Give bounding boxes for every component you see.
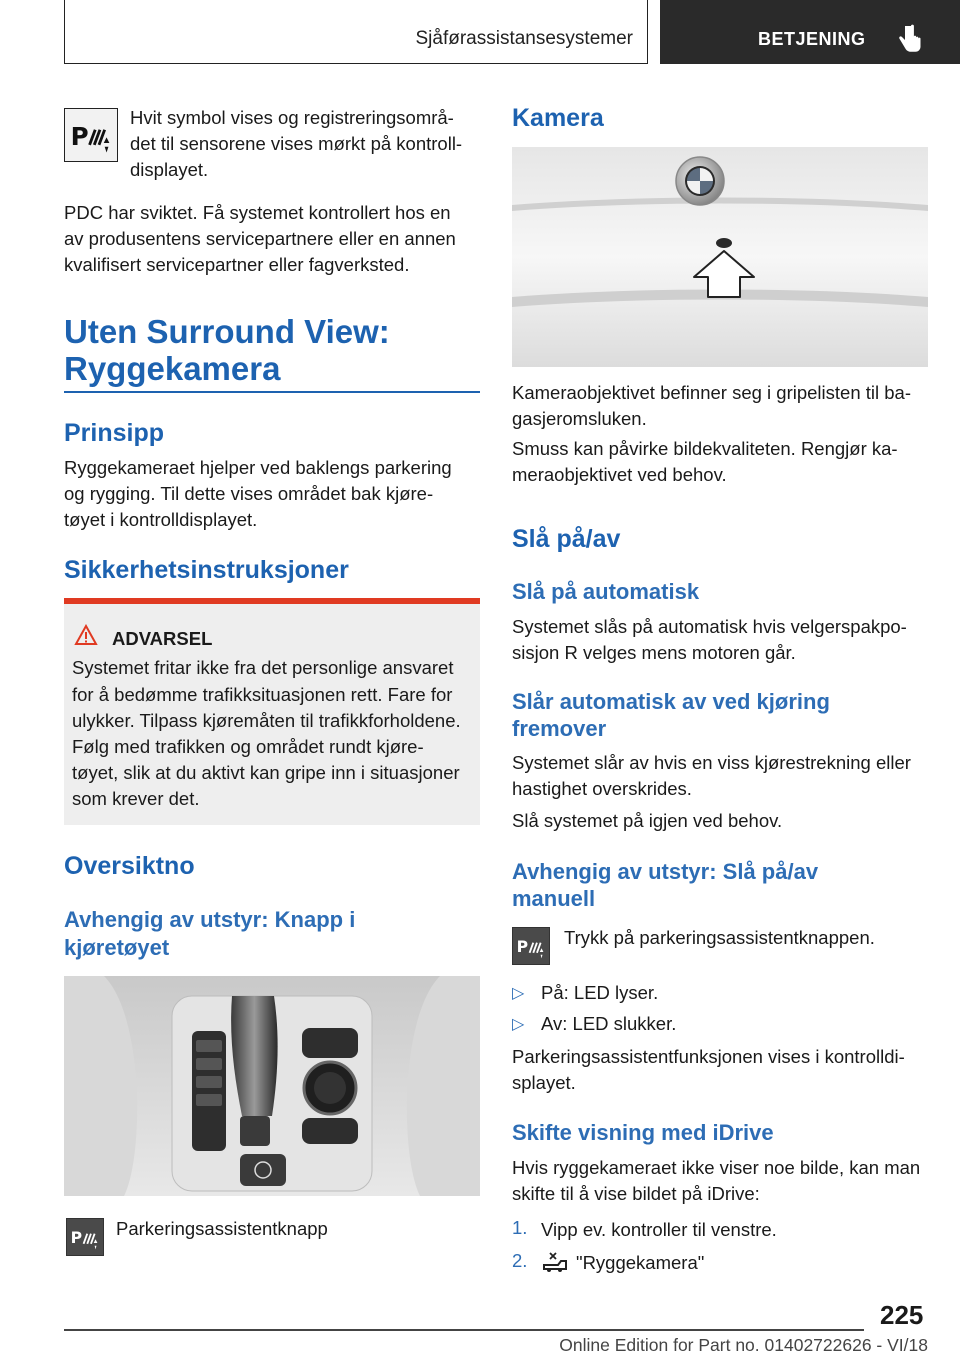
icon-note-line-2: det til sensorene vises mørkt på kontroll- — [130, 133, 463, 154]
dirt-line-2: meraobjektivet ved behov. — [512, 464, 727, 485]
pdc-sensor-icon — [64, 108, 118, 162]
manual-heading-line-1: Avhengig av utstyr: Slå på/av — [512, 859, 819, 884]
auto-off-heading-line-1: Slår automatisk av ved kjøring — [512, 689, 830, 714]
tailgate-camera-photo — [512, 147, 928, 367]
warning-line-5: tøyet, slik at du aktivt kan gripe inn i situasjoner — [72, 762, 460, 783]
hand-pointer-icon — [896, 24, 924, 54]
principle-line-2: og rygging. Til dette vises området bak kjøre- — [64, 483, 434, 504]
camera-heading: Kamera — [512, 104, 604, 132]
warning-triangle-icon — [74, 624, 98, 646]
principle-heading: Prinsipp — [64, 419, 165, 447]
main-heading-line-1: Uten Surround View: — [64, 313, 390, 350]
section-title: Sjåførassistansesystemer — [415, 28, 633, 49]
lens-line-2: gasjeromsluken. — [512, 408, 647, 429]
auto-off-line-2: hastighet overskrides. — [512, 778, 692, 799]
svg-text:P: P — [70, 121, 89, 151]
page-number: 225 — [880, 1300, 924, 1330]
svg-text:P: P — [70, 1227, 83, 1247]
parking-assistant-button-icon — [512, 927, 550, 965]
step-text-2: "Ryggekamera" — [576, 1252, 705, 1273]
warning-box — [64, 598, 480, 825]
section-title-box — [64, 0, 648, 64]
auto-on-line-1: Systemet slås på automatisk hvis velgerspakpo- — [512, 616, 907, 637]
heading-rule — [64, 391, 480, 393]
parking-assistant-button-icon — [66, 1218, 104, 1256]
principle-line-1: Ryggekameraet hjelper ved baklengs parkering — [64, 457, 452, 478]
chapter-tab — [660, 0, 960, 64]
equipment-heading-line-2: kjøretøyet — [64, 935, 170, 960]
safety-heading: Sikkerhetsinstruksjoner — [64, 556, 349, 584]
pdc-failed-line-3: kvalifisert servicepartner eller fagverksted. — [64, 254, 410, 275]
pdc-failed-line-1: PDC har sviktet. Få systemet kontrollert hos en — [64, 202, 451, 223]
warning-line-2: for å bedømme trafikksituasjonen rett. Fare for — [72, 684, 453, 705]
idrive-heading: Skifte visning med iDrive — [512, 1120, 774, 1145]
footer-rule — [64, 1329, 864, 1331]
rear-camera-car-icon — [542, 1251, 568, 1273]
bullet-item-on: På: LED lyser. — [541, 982, 659, 1003]
function-line-2: splayet. — [512, 1072, 576, 1093]
photo-caption: Parkeringsassistentknapp — [116, 1218, 328, 1239]
step-text-1: Vipp ev. kontroller til venstre. — [541, 1219, 777, 1240]
icon-note-line-3: displayet. — [130, 159, 209, 180]
idrive-line-2: skifte til å vise bildet på iDrive: — [512, 1183, 760, 1204]
function-line-1: Parkeringsassistentfunksjonen vises i kontrolldi- — [512, 1046, 905, 1067]
pdc-failed-line-2: av produsentens servicepartnere eller en annen — [64, 228, 456, 249]
bullet-icon: ▷ — [512, 1016, 525, 1033]
bullet-item-off: Av: LED slukker. — [541, 1013, 677, 1034]
step-number-2: 2. — [512, 1250, 528, 1271]
idrive-line-1: Hvis ryggekameraet ikke viser noe bilde, kan man — [512, 1157, 921, 1178]
auto-on-heading: Slå på automatisk — [512, 579, 700, 604]
center-console-photo — [64, 976, 480, 1196]
warning-line-3: ulykker. Tilpass kjøremåten til trafikkforholdene. — [72, 710, 461, 731]
main-heading-line-2: Ryggekamera — [64, 350, 281, 387]
principle-line-3: tøyet i kontrolldisplayet. — [64, 509, 258, 530]
equipment-heading-line-1: Avhengig av utstyr: Knapp i — [64, 907, 356, 932]
icon-note-line-1: Hvit symbol vises og registreringsområ- — [130, 107, 454, 128]
auto-on-line-2: sisjon R velges mens motoren går. — [512, 642, 796, 663]
svg-text:P: P — [516, 936, 529, 956]
auto-off-heading-line-2: fremover — [512, 716, 607, 741]
overview-heading: Oversiktno — [64, 852, 195, 880]
onoff-heading: Slå på/av — [512, 525, 621, 553]
reenable-text: Slå systemet på igjen ved behov. — [512, 810, 783, 831]
chapter-title: BETJENING — [758, 29, 866, 49]
step-number-1: 1. — [512, 1217, 528, 1238]
warning-line-4: Følg med trafikken og området rundt kjøre- — [72, 736, 424, 757]
manual-text: Trykk på parkeringsassistentknappen. — [564, 927, 875, 948]
lens-line-1: Kameraobjektivet befinner seg i gripelisten til ba- — [512, 382, 911, 403]
page-header — [64, 0, 960, 64]
footer-text: Online Edition for Part no. 01402722626 - VI/18 — [559, 1335, 928, 1355]
warning-line-6: som krever det. — [72, 788, 200, 809]
dirt-line-1: Smuss kan påvirke bildekvaliteten. Rengjør ka- — [512, 438, 898, 459]
manual-heading-line-2: manuell — [512, 886, 596, 911]
bullet-icon: ▷ — [512, 985, 525, 1002]
warning-title: ADVARSEL — [112, 628, 213, 649]
warning-line-1: Systemet fritar ikke fra det personlige ansvaret — [72, 657, 454, 678]
auto-off-line-1: Systemet slår av hvis en viss kjørestrekning eller — [512, 752, 911, 773]
